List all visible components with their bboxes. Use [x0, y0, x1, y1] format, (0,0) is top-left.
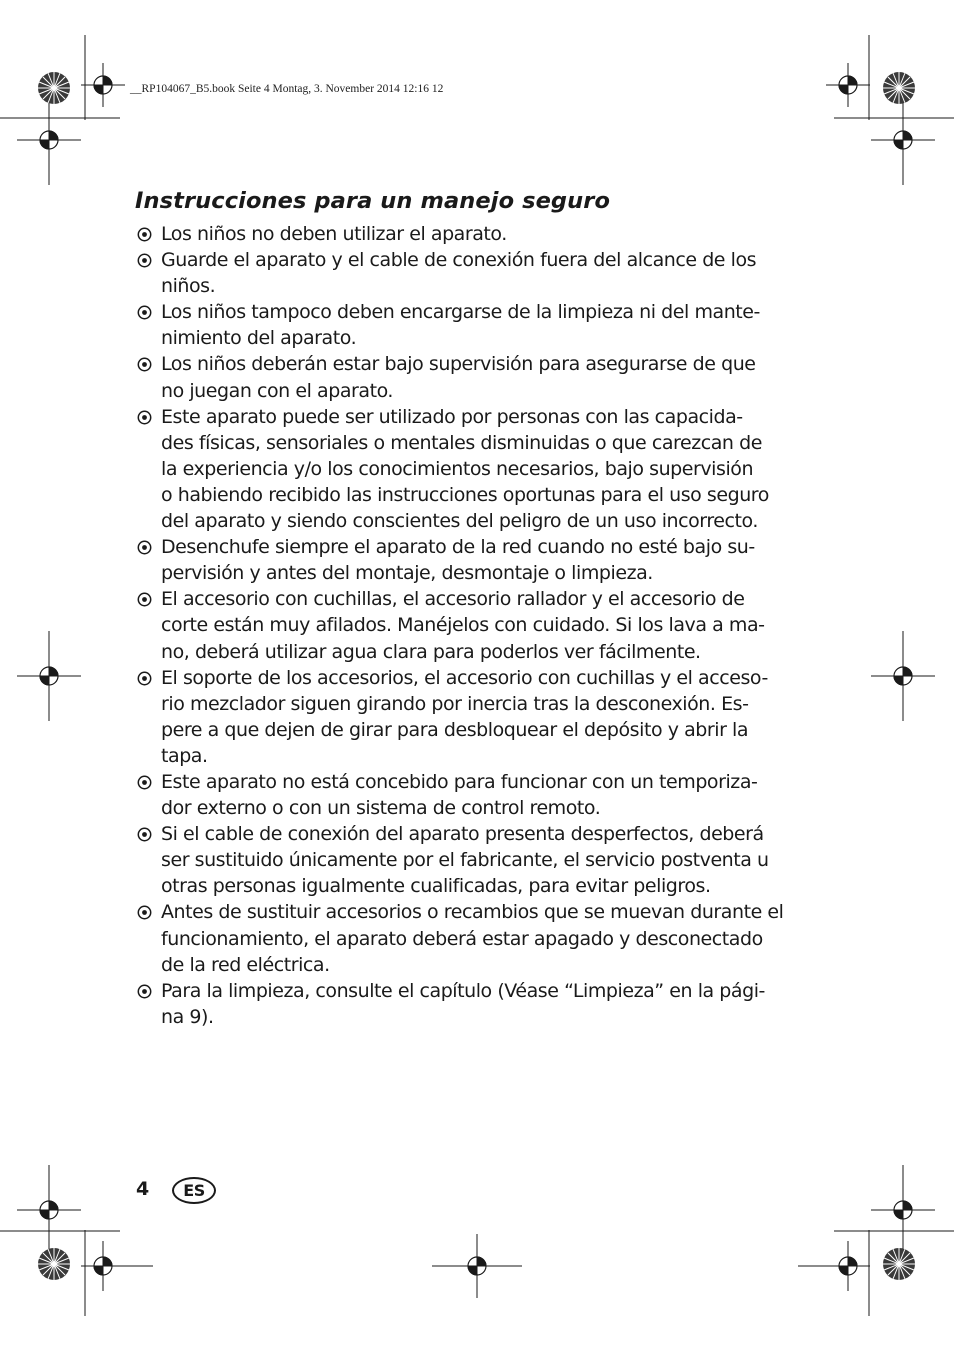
list-item — [135, 769, 795, 821]
list-item — [135, 351, 795, 403]
list-item-text-line: Los niños no deben utilizar el aparato. — [161, 223, 507, 245]
list-item-text-line: funcionamiento, el aparato deberá estar apagado y desconectado — [161, 927, 763, 950]
circled-dot-bullet-icon — [137, 540, 152, 555]
circled-dot-bullet-icon — [137, 410, 152, 425]
list-item-text-line: tapa. — [161, 744, 208, 767]
registration-mark-icon — [17, 631, 81, 721]
registration-mark-icon — [798, 1241, 870, 1291]
registration-mark-icon — [81, 63, 125, 107]
list-item — [135, 221, 795, 247]
list-item-text-line: nimiento del aparato. — [161, 327, 357, 350]
circled-dot-bullet-icon — [137, 305, 152, 320]
circled-dot-bullet-icon — [137, 827, 152, 842]
circled-dot-bullet-icon — [137, 775, 152, 790]
list-item-text-line: Los niños tampoco deben encargarse de la limpieza ni del mante- — [161, 301, 760, 324]
list-item — [135, 978, 795, 1030]
list-item-text-line: corte están muy afilados. Manéjelos con cuidado. Si los lava a ma- — [161, 614, 765, 637]
star-target-icon — [883, 72, 915, 104]
list-item-text-line: Este aparato no está concebido para funcionar con un temporiza- — [161, 770, 758, 793]
list-item — [135, 404, 795, 534]
list-item — [135, 821, 795, 899]
list-item-text-line: Este aparato puede ser utilizado por personas con las capacida- — [161, 405, 743, 428]
registration-mark-icon — [871, 631, 935, 721]
list-item-text-line: dor externo o con un sistema de control remoto. — [161, 797, 601, 820]
print-header: __RP104067_B5.book Seite 4 Montag, 3. November 2014 12:16 12 — [130, 83, 444, 95]
list-item-text-line: des físicas, sensoriales o mentales disminuidas o que carezcan de — [161, 431, 762, 454]
registration-mark-icon — [81, 1241, 153, 1291]
registration-mark-icon — [826, 63, 870, 107]
circled-dot-bullet-icon — [137, 671, 152, 686]
circled-dot-bullet-icon — [137, 592, 152, 607]
registration-mark-icon — [432, 1234, 522, 1298]
circled-dot-bullet-icon — [137, 984, 152, 999]
list-item-text-line: o habiendo recibido las instrucciones oportunas para el uso seguro — [161, 483, 769, 506]
list-item-text-line: del aparato y siendo conscientes del peligro de un uso incorrecto. — [161, 510, 758, 533]
list-item-text-line: pervisión y antes del montaje, desmontaje o limpieza. — [161, 562, 653, 585]
circled-dot-bullet-icon — [137, 357, 152, 372]
list-item — [135, 586, 795, 664]
list-item-text-line: otras personas igualmente cualificadas, para evitar peligros. — [161, 875, 711, 898]
list-item-text-line: de la red eléctrica. — [161, 953, 330, 976]
circled-dot-bullet-icon — [137, 227, 152, 242]
section-title: Instrucciones para un manejo seguro — [135, 188, 611, 214]
list-item-text-line: Desenchufe siempre el aparato de la red cuando no esté bajo su- — [161, 536, 755, 559]
list-item-text-line: El accesorio con cuchillas, el accesorio rallador y el accesorio de — [161, 588, 745, 611]
circled-dot-bullet-icon — [137, 905, 152, 920]
list-item-text-line: niños. — [161, 275, 216, 298]
registration-mark-icon — [871, 95, 935, 185]
list-item-text-line: El soporte de los accesorios, el accesorio con cuchillas y el acceso- — [161, 666, 768, 689]
list-item-text-line: Para la limpieza, consulte el capítulo (Véase “Limpieza” en la pági- — [161, 979, 765, 1002]
list-item-text-line: pere a que dejen de girar para desbloquear el depósito y abrir la — [161, 718, 749, 741]
list-item — [135, 899, 795, 977]
list-item-text-line: no, deberá utilizar agua clara para poderlos ver fácilmente. — [161, 640, 701, 663]
registration-mark-icon — [17, 1165, 81, 1255]
list-item-text-line: Si el cable de conexión del aparato presenta desperfectos, deberá — [161, 823, 764, 846]
registration-mark-icon — [871, 1165, 935, 1255]
list-item-text-line: Los niños deberán estar bajo supervisión para asegurarse de que — [161, 353, 756, 376]
list-item-text-line: ser sustituido únicamente por el fabricante, el servicio postventa u — [161, 849, 769, 872]
circled-dot-bullet-icon — [137, 253, 152, 268]
list-item-text-line: Antes de sustituir accesorios o recambios que se muevan durante el — [161, 901, 784, 924]
language-badge: ES — [172, 1177, 216, 1204]
list-item-text-line: na 9). — [161, 1005, 214, 1028]
list-item — [135, 534, 795, 586]
list-item-text-line: la experiencia y/o los conocimientos necesarios, bajo supervisión — [161, 457, 754, 480]
star-target-icon — [883, 1248, 915, 1280]
page-number: 4 — [136, 1178, 150, 1200]
list-item-text-line: rio mezclador siguen girando por inercia tras la desconexión. Es- — [161, 692, 749, 715]
list-item — [135, 247, 795, 299]
list-item-text-line: no juegan con el aparato. — [161, 379, 393, 402]
star-target-icon — [38, 72, 70, 104]
star-target-icon — [38, 1248, 70, 1280]
list-item — [135, 665, 795, 769]
safety-instructions-list — [135, 221, 795, 1030]
list-item — [135, 299, 795, 351]
list-item-text-line: Guarde el aparato y el cable de conexión fuera del alcance de los — [161, 249, 757, 272]
registration-mark-icon — [17, 95, 81, 185]
